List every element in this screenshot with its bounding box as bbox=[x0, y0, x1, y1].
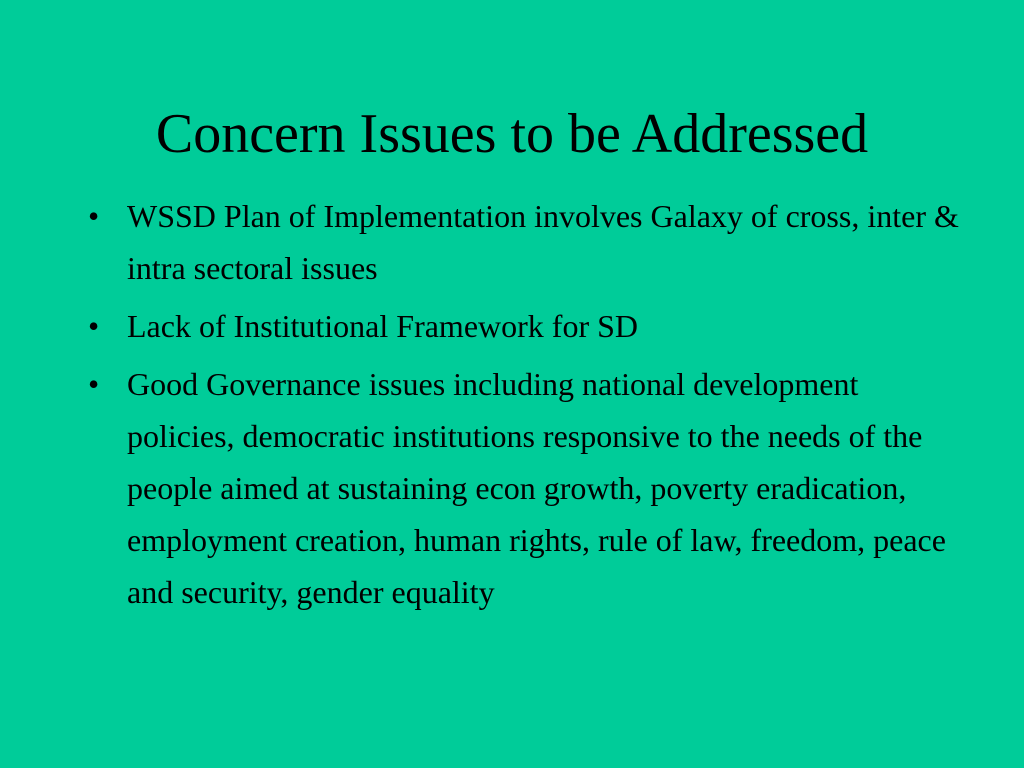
bullet-icon: • bbox=[88, 308, 100, 344]
bullet-list bbox=[82, 190, 962, 624]
bullet-item-1 bbox=[82, 190, 962, 294]
slide-title: Concern Issues to be Addressed bbox=[155, 103, 869, 165]
bullet-text: Lack of Institutional Framework for SD bbox=[127, 308, 638, 344]
bullet-item-3 bbox=[82, 358, 962, 618]
bullet-item-2 bbox=[82, 300, 962, 352]
bullet-text: Good Governance issues including national development policies, democratic institutions responsive to the needs of the people aimed at sustaining econ growth, poverty eradication, employment creation, human rights, rule of law, freedom, peace and security, gender equality bbox=[127, 366, 946, 610]
bullet-icon: • bbox=[88, 366, 100, 402]
bullet-text: WSSD Plan of Implementation involves Galaxy of cross, inter & intra sectoral issues bbox=[127, 198, 959, 286]
bullet-icon: • bbox=[88, 198, 100, 234]
